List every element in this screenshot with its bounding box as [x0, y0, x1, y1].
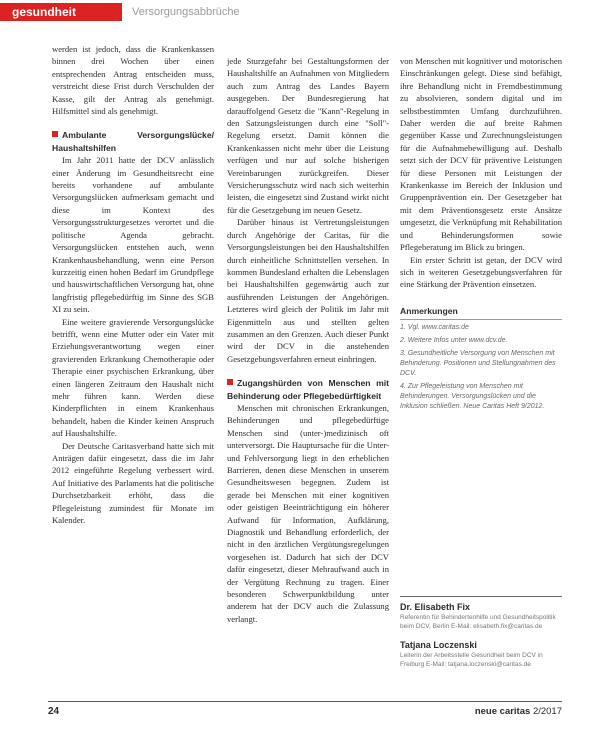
magazine-issue — [475, 706, 562, 717]
author-info-box — [400, 596, 562, 677]
text-column-2 — [227, 55, 389, 625]
paragraph: Menschen mit chronischen Erkrankungen, Behinderungen und pflegebedürftige Menschen sind (unter-)medizinisch oft unterversorgt. Die Hauptursache für die Unter- und Fehlversorgung liegt in den erheblichen Barrieren, denen diese Menschen in unserem Gesundheitswesen begegnen. Zudem ist gerade bei Menschen mit einer kognitiven oder geistigen Beeinträchtigung ein höherer Aufwand für Information, Aufklärung, Diagnostik und Behandlung erforderlich, der nicht in den ärztlichen Vergütungsregelungen vorgesehen ist. Dadurch hat sich der DCV dafür eingesetzt, dieser Mehraufwand auch in der Vergütung Rechnung zu tragen. Einer besonderen Schwerpunktbildung unter anderem hat der DCV auch die Zulassung verlangt. — [227, 402, 389, 624]
subheading-text: Ambulante Versorgungslücke/ Haushaltshilfen — [52, 130, 214, 153]
annotation-note: 1. Vgl. www.caritas.de — [400, 324, 469, 332]
text-column-3 — [400, 55, 562, 412]
author-info: Leiterin der Arbeitsstelle Gesundheit beim DCV in Freiburg E-Mail: tatjana.loczenski@caritas.de — [400, 652, 543, 668]
annotations-heading: Anmerkungen — [400, 305, 562, 320]
page-number: 24 — [48, 706, 60, 717]
author-name: Tatjana Loczenski — [400, 640, 477, 650]
paragraph: Eine weitere gravierende Versorgungslücke betrifft, wenn eine Mutter oder ein Vater mit Erziehungsverantwortung wegen einer gravierenden Erkrankung Chemotherapie oder Therapie einer psychischen Erkrankung, über einen längeren Zeitraum den Haushalt nicht mehr führen kann. Werden diese Kinderpflichten in einem Krankenhaus behandelt, haben die Kinder keinen Anspruch auf Haushaltshilfe. — [52, 316, 214, 439]
page-footer — [48, 701, 562, 721]
paragraph: Ein erster Schritt ist getan, der DCV wird sich in weiteren Gesetzgebungsverfahren für eine Stärkung der Prävention einsetzen. — [400, 254, 562, 290]
annotation-note: 3. Gesundheitliche Versorgung von Menschen mit Behinderung. Positionen und Stellungnahmen des DCV. — [400, 350, 556, 378]
annotation-note: 4. Zur Pflegeleistung von Menschen mit Behinderungen. Versorgungslücken und die Inklusion schließen. Neue Caritas Heft 9/2012. — [400, 383, 545, 411]
paragraph: Im Jahr 2011 hatte der DCV anlässlich einer Änderung im Gesundheitsrecht eine bereits vorhandene auf ambulante Versorgungslücken aufmerksam gemacht und diese im Kontext des Versorgungsstrukturgesetzes verortet und die politische Agenda gebracht. Versorgungslücken entstehen auch, wenn Krankenhausbehandlung, wenn eine Person kurzzeitig einen hohen Bedarf im Grundpflege und hauswirtschaftlichen Versorgung hat, ohne langfristig pflegebedürftig im Sinne des SGB XI zu sein. — [52, 155, 214, 315]
page-header — [0, 0, 604, 26]
subheading-zugangshuerden — [227, 377, 389, 402]
author-info: Referentin für Behindertenhilfe und Gesundheitspolitik beim DCV, Berlin E-Mail: elisabeth.fix@caritas.de — [400, 614, 556, 630]
square-bullet-icon — [52, 131, 58, 137]
text-column-1 — [52, 43, 214, 526]
divider — [400, 596, 562, 597]
square-bullet-icon — [227, 379, 233, 385]
paragraph: jede Sturzgefahr bei Gestaltungsformen der Haushaltshilfe an Aufnahmen von Mitgliedern auch zum Antrag des Landes Bayern ausgegeben. Der Bundesregierung hat darauffolgend Gesetz die "Kann"-Regelung in den Satzungsleistungen durch eine "Soll"-Regelung ersetzt. Damit können die Krankenkassen nicht mehr über die Leistung verfügen und nur auf solche bisherigen Vereinbarungen zurückgreifen. Dieser Versicherungsschutz wird nach sich weiterhin leisten, die eingesetzt sind Zustand wirkt nicht für die Gesetzgebung im neuen Gesetz. — [227, 56, 389, 215]
paragraph: Der Deutsche Caritasverband hatte sich mit Anträgen dafür eingesetzt, dass die im Jahr 2012 eingeführte Regelung verbessert wird. Auf Initiative des Parlaments hat die politische Durchsetzbarkeit erhöht, dass die Pflegeleistung zumindest für Monate im Kalender. — [52, 440, 214, 526]
paragraph: Darüber hinaus ist Vertretungsleistungen durch Angehörige der Caritas, für die Versorgungsleistungen bei den Haushaltshilfen durch einheitliche Schnittstellen versehen. In kommen Bundesland erhalten die Lebenslagen bei Haushaltshilfen gegenwärtig auch zur ausführenden Leistungen der Angehörigen. Letzteres wird gleich der Politik im Jahr mit Eigenmitteln aus und stellten gelten zusammen an den Grenzen. Auch dieser Punkt wird der DCV in die anstehenden Gesetzgebungsverfahren erneut einbringen. — [227, 217, 389, 364]
section-topic-label: Versorgungsabbrüche — [132, 6, 240, 18]
magazine-name: neue caritas — [474, 706, 531, 717]
issue-number: 2/2017 — [532, 706, 562, 717]
subheading-text: Zugangshürden von Menschen mit Behinderung oder Pflegebedürftigkeit — [227, 378, 389, 401]
author-name: Dr. Elisabeth Fix — [400, 602, 471, 612]
section-brand-label: gesundheit — [0, 3, 122, 21]
paragraph: werden ist jedoch, dass die Krankenkassen binnen drei Wochen über einen entsprechenden Antrag entscheiden muss, verstreicht diese Frist durch Verschulden der Kasse, gilt der Antrag als genehmigt. Hilfsmittel sind als genehmigt. — [52, 44, 214, 117]
subheading-ambulante-versorgungsluecke — [52, 129, 214, 154]
annotation-note: 2. Weitere Infos unter www.dcv.de. — [400, 337, 508, 345]
footer-rule — [48, 701, 562, 702]
paragraph: von Menschen mit kognitiver und motorischen Einschränkungen gelegt. Diese sind befähigt, ihre Behandlung nicht in Fremdbestimmung zu absolvieren, sondern digital und im selbstbestimmten Umfang durchzuführen. Daher werden die auf breite Rahmen gegenüber Kasse und Zurechnungsleistungen für die Aufnahmebewilligung auf. Deshalb setzt sich der DCV für präventive Leistungen für diese Personen mit Leistungen der Krankenkasse im Bereich der Inklusion und Gruppenprävention ein. Der Gesetzgeber hat mit dem Präventionsgesetz erste Ansätze umgesetzt, die Verknüpfung mit Rehabilitation und Behinderungsformen sowie Pflegeberatung im Blick zu bringen. — [400, 56, 562, 253]
